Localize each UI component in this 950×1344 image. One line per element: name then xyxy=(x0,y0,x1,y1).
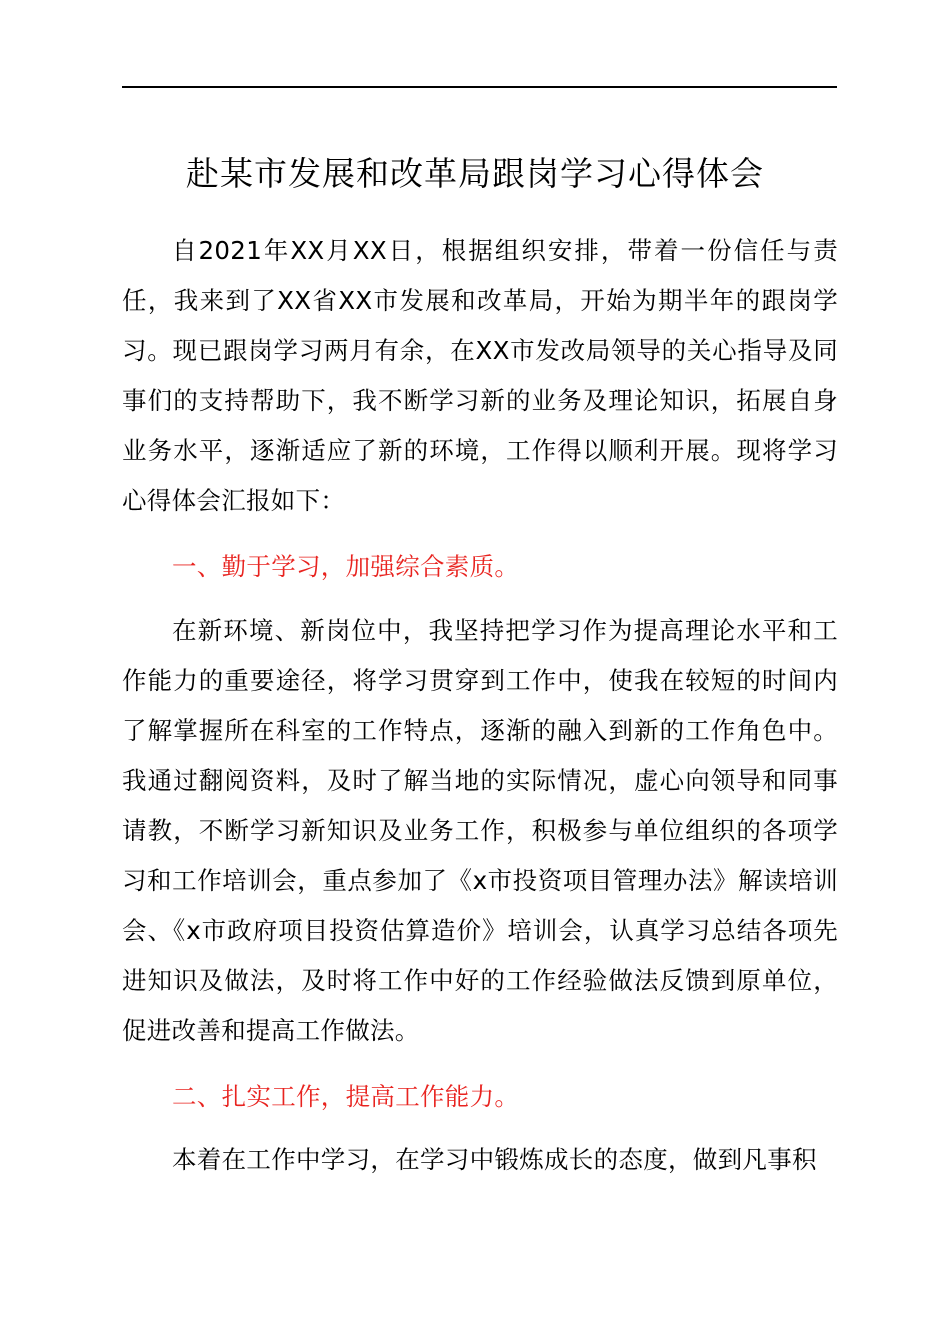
section-heading-2: 二、扎实工作，提高工作能力。 xyxy=(172,1082,520,1111)
document-title: 赴某市发展和改革局跟岗学习心得体会 xyxy=(186,154,764,193)
header-rule xyxy=(122,86,837,88)
paragraph-work: 本着在工作中学习，在学习中锻炼成长的态度，做到凡事积 xyxy=(172,1145,817,1174)
paragraph-study: 在新环境、新岗位中，我坚持把学习作为提高理论水平和工作能力的重要途径，将学习贯穿到工作中，使我在较短的时间内了解掌握所在科室的工作特点，逐渐的融入到新的工作角色中。我通过翻阅资料，及时了解当地的实际情况，虚心向领导和同事请教，不断学习新知识及业务工作，积极参与单位组织的各项学习和工作培训会，重点参加了《x市投资项目管理办法》解读培训会、《x市政府项目投资估算造价》培训会，认真学习总结各项先进知识及做法，及时将工作中好的工作经验做法反馈到原单位，促进改善和提高工作做法。 xyxy=(122,616,838,1045)
section-heading-1: 一、勤于学习，加强综合素质。 xyxy=(172,552,520,581)
paragraph-intro: 自2021年XX月XX日，根据组织安排，带着一份信任与责任，我来到了XX省XX市发展和改革局，开始为期半年的跟岗学习。现已跟岗学习两月有余，在XX市发改局领导的关心指导及同事们的支持帮助下，我不断学习新的业务及理论知识，拓展自身业务水平，逐渐适应了新的环境，工作得以顺利开展。现将学习心得体会汇报如下： xyxy=(122,236,838,515)
